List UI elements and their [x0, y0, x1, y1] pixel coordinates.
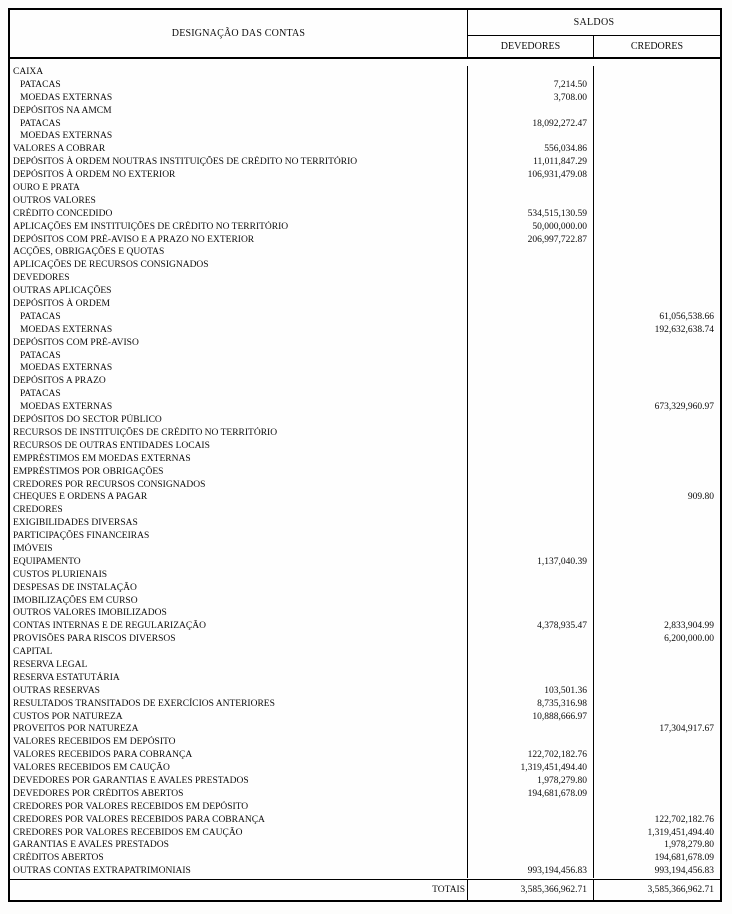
- table-header: [10, 10, 720, 59]
- account-label: OUTRAS CONTAS EXTRAPATRIMONIAIS: [10, 865, 468, 878]
- account-label: MOEDAS EXTERNAS: [10, 130, 468, 143]
- devedores-value: [468, 272, 594, 285]
- account-label: DEPÓSITOS A PRAZO: [10, 375, 468, 388]
- table-row: [10, 827, 720, 840]
- credores-value: 17,304,917.67: [659, 724, 714, 735]
- table-row: [10, 685, 720, 698]
- account-label: DEPÓSITOS COM PRÉ-AVISO E A PRAZO NO EXTERIOR: [10, 234, 468, 247]
- account-label: DEVEDORES POR GARANTIAS E AVALES PRESTADOS: [10, 775, 468, 788]
- account-label: OUTRAS APLICAÇÕES: [10, 285, 468, 298]
- credores-value: 6,200,000.00: [664, 634, 714, 645]
- column-header-credores: CREDORES: [630, 41, 684, 52]
- table-row: [10, 246, 720, 259]
- devedores-value: [468, 246, 594, 259]
- table-row: [10, 504, 720, 517]
- table-row: [10, 92, 720, 105]
- credores-value: [594, 246, 720, 259]
- table-row: [10, 362, 720, 375]
- table-row: [10, 491, 720, 504]
- table-row: [10, 530, 720, 543]
- totals-row: [10, 879, 720, 900]
- account-label: VALORES A COBRAR: [10, 143, 468, 156]
- table-row: [10, 479, 720, 492]
- table-row: [10, 259, 720, 272]
- account-label: CREDORES POR VALORES RECEBIDOS PARA COBRANÇA: [10, 814, 468, 827]
- account-label: MOEDAS EXTERNAS: [10, 324, 468, 337]
- credores-value: [594, 569, 720, 582]
- credores-value: [594, 556, 720, 569]
- devedores-value: 8,735,316.98: [468, 698, 594, 711]
- devedores-value: [468, 298, 594, 311]
- account-label: GARANTIAS E AVALES PRESTADOS: [10, 839, 468, 852]
- credores-value: [594, 285, 720, 298]
- devedores-value: [468, 491, 594, 504]
- accounts-rows: [10, 59, 720, 879]
- credores-value: 909.80: [687, 492, 714, 503]
- credores-value: [594, 775, 720, 788]
- table-row: [10, 311, 720, 324]
- totals-credores-value: 3,585,366,962.71: [647, 884, 714, 895]
- credores-value: [594, 195, 720, 208]
- devedores-value: [468, 814, 594, 827]
- account-label: CREDORES: [10, 504, 468, 517]
- devedores-value: [468, 672, 594, 685]
- credores-value: [594, 182, 720, 195]
- account-label: EMPRÉSTIMOS POR OBRIGAÇÕES: [10, 466, 468, 479]
- column-header-designacao: DESIGNAÇÃO DAS CONTAS: [10, 10, 468, 57]
- devedores-value: 206,997,722.87: [468, 234, 594, 247]
- account-label: CAIXA: [10, 66, 468, 79]
- credores-value: [594, 79, 720, 92]
- devedores-value: 194,681,678.09: [468, 788, 594, 801]
- table-row: [10, 659, 720, 672]
- credores-value: [594, 672, 720, 685]
- devedores-value: [468, 479, 594, 492]
- table-row: [10, 350, 720, 363]
- account-label: DEVEDORES POR CRÉDITOS ABERTOS: [10, 788, 468, 801]
- table-row: [10, 698, 720, 711]
- credores-value: 61,056,538.66: [659, 311, 714, 322]
- account-label: CAPITAL: [10, 646, 468, 659]
- account-label: EQUIPAMENTO: [10, 556, 468, 569]
- table-row: [10, 182, 720, 195]
- account-label: DEVEDORES: [10, 272, 468, 285]
- credores-value: [594, 234, 720, 247]
- account-label: DESPESAS DE INSTALAÇÃO: [10, 582, 468, 595]
- credores-value: [594, 517, 720, 530]
- devedores-value: 3,708.00: [468, 92, 594, 105]
- account-label: DEPÓSITOS À ORDEM: [10, 298, 468, 311]
- devedores-value: 7,214.50: [468, 79, 594, 92]
- table-row: [10, 865, 720, 878]
- account-label: RECURSOS DE OUTRAS ENTIDADES LOCAIS: [10, 440, 468, 453]
- account-label: DEPÓSITOS DO SECTOR PÚBLICO: [10, 414, 468, 427]
- account-label: CUSTOS POR NATUREZA: [10, 711, 468, 724]
- credores-value: [594, 375, 720, 388]
- credores-value: [594, 414, 720, 427]
- devedores-value: [468, 582, 594, 595]
- account-label: MOEDAS EXTERNAS: [10, 362, 468, 375]
- devedores-value: 106,931,479.08: [468, 169, 594, 182]
- account-label: RECURSOS DE INSTITUIÇÕES DE CRÉDITO NO TERRITÓRIO: [10, 427, 468, 440]
- credores-value: [594, 582, 720, 595]
- devedores-value: 1,137,040.39: [468, 556, 594, 569]
- account-label: CUSTOS PLURIENAIS: [10, 569, 468, 582]
- devedores-value: [468, 827, 594, 840]
- account-label: VALORES RECEBIDOS EM CAUÇÃO: [10, 762, 468, 775]
- table-row: [10, 788, 720, 801]
- devedores-value: [468, 543, 594, 556]
- devedores-value: 4,378,935.47: [468, 620, 594, 633]
- table-row: [10, 195, 720, 208]
- credores-value: [594, 762, 720, 775]
- account-label: OUTROS VALORES IMOBILIZADOS: [10, 607, 468, 620]
- account-label: CREDORES POR VALORES RECEBIDOS EM CAUÇÃO: [10, 827, 468, 840]
- account-label: VALORES RECEBIDOS PARA COBRANÇA: [10, 749, 468, 762]
- devedores-value: [468, 105, 594, 118]
- devedores-value: [468, 130, 594, 143]
- devedores-value: [468, 388, 594, 401]
- credores-value: [594, 221, 720, 234]
- devedores-value: [468, 66, 594, 79]
- saldos-subheaders: [468, 36, 720, 57]
- credores-value: [594, 169, 720, 182]
- account-label: DEPÓSITOS À ORDEM NOUTRAS INSTITUIÇÕES DE CRÉDITO NO TERRITÓRIO: [10, 156, 468, 169]
- devedores-value: 50,000,000.00: [468, 221, 594, 234]
- credores-value: [594, 504, 720, 517]
- saldos-header-group: [468, 10, 720, 57]
- credores-value: 1,319,451,494.40: [647, 827, 714, 838]
- table-row: [10, 156, 720, 169]
- table-row: [10, 607, 720, 620]
- devedores-value: [468, 195, 594, 208]
- account-label: PATACAS: [10, 311, 468, 324]
- credores-value: [594, 208, 720, 221]
- devedores-value: [468, 324, 594, 337]
- devedores-value: [468, 311, 594, 324]
- devedores-value: [468, 375, 594, 388]
- table-row: [10, 839, 720, 852]
- table-row: [10, 749, 720, 762]
- devedores-value: 18,092,272.47: [468, 118, 594, 131]
- account-label: RESERVA ESTATUTÁRIA: [10, 672, 468, 685]
- credores-value: [594, 530, 720, 543]
- devedores-value: [468, 350, 594, 363]
- credores-value: [594, 362, 720, 375]
- table-row: [10, 736, 720, 749]
- credores-value: [594, 466, 720, 479]
- table-row: [10, 324, 720, 337]
- table-row: [10, 337, 720, 350]
- devedores-value: 11,011,847.29: [468, 156, 594, 169]
- table-row: [10, 143, 720, 156]
- credores-value: [594, 66, 720, 79]
- credores-value: [594, 272, 720, 285]
- devedores-value: [468, 440, 594, 453]
- account-label: CRÉDITO CONCEDIDO: [10, 208, 468, 221]
- account-label: RESULTADOS TRANSITADOS DE EXERCÍCIOS ANTERIORES: [10, 698, 468, 711]
- devedores-value: [468, 595, 594, 608]
- credores-value: [594, 646, 720, 659]
- account-label: APLICAÇÕES EM INSTITUIÇÕES DE CRÉDITO NO TERRITÓRIO: [10, 221, 468, 234]
- devedores-value: [468, 569, 594, 582]
- account-label: DEPÓSITOS NA AMCM: [10, 105, 468, 118]
- table-row: [10, 556, 720, 569]
- devedores-value: 993,194,456.83: [468, 865, 594, 878]
- account-label: PROVISÕES PARA RISCOS DIVERSOS: [10, 633, 468, 646]
- credores-value: [594, 788, 720, 801]
- devedores-value: [468, 427, 594, 440]
- devedores-value: 10,888,666.97: [468, 711, 594, 724]
- table-row: [10, 169, 720, 182]
- table-row: [10, 375, 720, 388]
- account-label: OURO E PRATA: [10, 182, 468, 195]
- table-row: [10, 453, 720, 466]
- devedores-value: 1,319,451,494.40: [468, 762, 594, 775]
- devedores-value: 1,978,279.80: [468, 775, 594, 788]
- credores-value: [594, 130, 720, 143]
- credores-value: [594, 711, 720, 724]
- table-row: [10, 569, 720, 582]
- credores-value: [594, 685, 720, 698]
- table-row: [10, 852, 720, 865]
- credores-value: [594, 156, 720, 169]
- credores-value: [594, 298, 720, 311]
- table-row: [10, 208, 720, 221]
- devedores-value: [468, 839, 594, 852]
- devedores-value: [468, 466, 594, 479]
- table-row: [10, 801, 720, 814]
- credores-value: [594, 736, 720, 749]
- account-label: MOEDAS EXTERNAS: [10, 401, 468, 414]
- account-label: CRÉDITOS ABERTOS: [10, 852, 468, 865]
- table-row: [10, 543, 720, 556]
- table-row: [10, 388, 720, 401]
- account-label: IMÓVEIS: [10, 543, 468, 556]
- account-label: PATACAS: [10, 79, 468, 92]
- table-row: [10, 285, 720, 298]
- devedores-value: [468, 801, 594, 814]
- account-label: APLICAÇÕES DE RECURSOS CONSIGNADOS: [10, 259, 468, 272]
- credores-value: [594, 543, 720, 556]
- devedores-value: 556,034.86: [468, 143, 594, 156]
- account-label: EMPRÉSTIMOS EM MOEDAS EXTERNAS: [10, 453, 468, 466]
- table-row: [10, 672, 720, 685]
- devedores-value: [468, 736, 594, 749]
- table-row: [10, 221, 720, 234]
- account-label: CREDORES POR VALORES RECEBIDOS EM DEPÓSITO: [10, 801, 468, 814]
- account-label: RESERVA LEGAL: [10, 659, 468, 672]
- devedores-value: [468, 453, 594, 466]
- devedores-value: 122,702,182.76: [468, 749, 594, 762]
- devedores-value: [468, 530, 594, 543]
- credores-value: 1,978,279.80: [664, 840, 714, 851]
- devedores-value: [468, 259, 594, 272]
- account-label: PATACAS: [10, 388, 468, 401]
- credores-value: 192,632,638.74: [654, 324, 714, 335]
- totals-label: TOTAIS: [10, 880, 468, 900]
- devedores-value: [468, 607, 594, 620]
- account-label: IMOBILIZAÇÕES EM CURSO: [10, 595, 468, 608]
- devedores-value: 534,515,130.59: [468, 208, 594, 221]
- column-header-devedores: DEVEDORES: [468, 36, 594, 57]
- credores-value: 993,194,456.83: [654, 866, 714, 877]
- table-row: [10, 234, 720, 247]
- column-header-saldos: SALDOS: [468, 10, 720, 36]
- credores-value: [594, 440, 720, 453]
- table-row: [10, 775, 720, 788]
- table-row: [10, 118, 720, 131]
- credores-value: [594, 259, 720, 272]
- account-label: PARTICIPAÇÕES FINANCEIRAS: [10, 530, 468, 543]
- table-row: [10, 440, 720, 453]
- credores-value: [594, 479, 720, 492]
- devedores-value: [468, 852, 594, 865]
- account-label: OUTROS VALORES: [10, 195, 468, 208]
- credores-value: [594, 105, 720, 118]
- table-row: [10, 427, 720, 440]
- table-row: [10, 620, 720, 633]
- account-label: CHEQUES E ORDENS A PAGAR: [10, 491, 468, 504]
- devedores-value: 103,501.36: [468, 685, 594, 698]
- credores-value: [594, 350, 720, 363]
- credores-value: [594, 749, 720, 762]
- table-row: [10, 66, 720, 79]
- credores-value: [594, 698, 720, 711]
- credores-value: [594, 659, 720, 672]
- devedores-value: [468, 182, 594, 195]
- devedores-value: [468, 401, 594, 414]
- devedores-value: [468, 362, 594, 375]
- credores-value: [594, 801, 720, 814]
- credores-value: [594, 607, 720, 620]
- table-row: [10, 130, 720, 143]
- devedores-value: [468, 646, 594, 659]
- credores-value: [594, 92, 720, 105]
- account-label: VALORES RECEBIDOS EM DEPÓSITO: [10, 736, 468, 749]
- devedores-value: [468, 504, 594, 517]
- credores-value: [594, 427, 720, 440]
- table-row: [10, 414, 720, 427]
- credores-value: [594, 337, 720, 350]
- credores-value: 2,833,904.99: [664, 621, 714, 632]
- table-row: [10, 711, 720, 724]
- totals-devedores-value: 3,585,366,962.71: [468, 880, 594, 900]
- credores-value: [594, 388, 720, 401]
- table-row: [10, 272, 720, 285]
- table-row: [10, 633, 720, 646]
- table-row: [10, 762, 720, 775]
- account-label: PROVEITOS POR NATUREZA: [10, 723, 468, 736]
- table-row: [10, 723, 720, 736]
- credores-value: [594, 143, 720, 156]
- balance-sheet-table: [8, 8, 722, 902]
- credores-value: 673,329,960.97: [654, 402, 714, 413]
- devedores-value: [468, 285, 594, 298]
- devedores-value: [468, 337, 594, 350]
- account-label: DEPÓSITOS À ORDEM NO EXTERIOR: [10, 169, 468, 182]
- credores-value: 194,681,678.09: [654, 853, 714, 864]
- account-label: PATACAS: [10, 118, 468, 131]
- table-row: [10, 466, 720, 479]
- credores-value: [594, 118, 720, 131]
- table-row: [10, 401, 720, 414]
- table-row: [10, 595, 720, 608]
- account-label: ACÇÕES, OBRIGAÇÕES E QUOTAS: [10, 246, 468, 259]
- table-row: [10, 105, 720, 118]
- devedores-value: [468, 414, 594, 427]
- credores-value: [594, 595, 720, 608]
- table-row: [10, 646, 720, 659]
- account-label: OUTRAS RESERVAS: [10, 685, 468, 698]
- table-row: [10, 298, 720, 311]
- table-row: [10, 582, 720, 595]
- devedores-value: [468, 517, 594, 530]
- table-row: [10, 517, 720, 530]
- account-label: MOEDAS EXTERNAS: [10, 92, 468, 105]
- account-label: PATACAS: [10, 350, 468, 363]
- devedores-value: [468, 633, 594, 646]
- account-label: CONTAS INTERNAS E DE REGULARIZAÇÃO: [10, 620, 468, 633]
- credores-value: 122,702,182.76: [654, 814, 714, 825]
- table-row: [10, 814, 720, 827]
- account-label: DEPÓSITOS COM PRÉ-AVISO: [10, 337, 468, 350]
- devedores-value: [468, 723, 594, 736]
- account-label: CREDORES POR RECURSOS CONSIGNADOS: [10, 479, 468, 492]
- credores-value: [594, 453, 720, 466]
- account-label: EXIGIBILIDADES DIVERSAS: [10, 517, 468, 530]
- devedores-value: [468, 659, 594, 672]
- table-row: [10, 79, 720, 92]
